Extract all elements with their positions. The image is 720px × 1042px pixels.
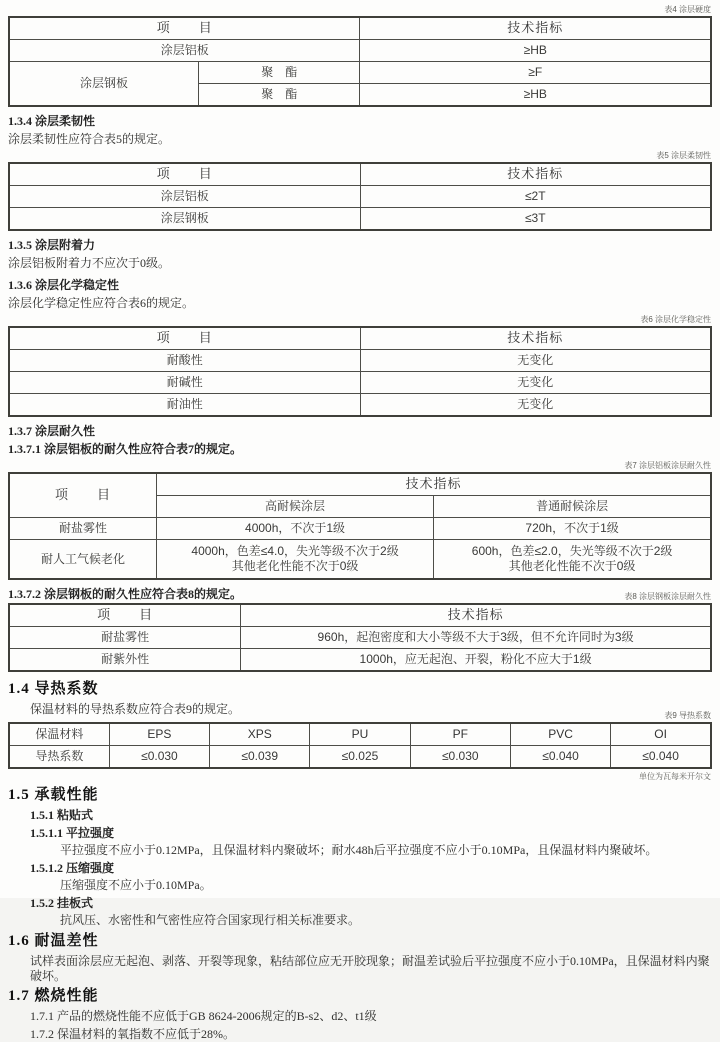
section-1-6-body: 试样表面涂层应无起泡、剥落、开裂等现象，粘结部位应无开胶现象；耐温差试验后平拉强度不应小于0.10MPa，且保温材料内聚破坏。 (30, 954, 710, 983)
section-1-5-1-2-heading: 1.5.1.2 压缩强度 (30, 861, 115, 875)
table6-caption: 表6 涂层化学稳定性 (640, 315, 711, 324)
table7-salt-high: 4000h，不次于1级 (156, 518, 433, 540)
table4-steel-sub2-value: ≥HB (360, 84, 711, 107)
table-row (9, 394, 711, 417)
table9-header-eps: EPS (109, 723, 209, 746)
table6-chemical-stability (8, 326, 712, 417)
table-row (9, 17, 711, 40)
table9-header-oi: OI (611, 723, 711, 746)
table-row (9, 186, 711, 208)
table8-row1-label: 耐盐雾性 (9, 627, 241, 649)
table4-steel-sub1-value: ≥F (360, 62, 711, 84)
table7-subheader-normal: 普通耐候涂层 (434, 496, 711, 518)
table9-header-pf: PF (410, 723, 510, 746)
section-1-5-1-heading: 1.5.1 粘贴式 (30, 808, 94, 822)
table-row (9, 327, 711, 350)
table5-header-item: 项 目 (9, 163, 360, 186)
table7-aging-high-line1: 4000h，色差≤4.0，失光等级不次于2级 (191, 544, 399, 558)
table9-caption: 表9 导热系数 (664, 711, 711, 720)
table-row (9, 540, 711, 580)
table5-row1-label: 涂层铝板 (9, 186, 360, 208)
section-1-5-1-1-body: 平拉强度不应小于0.12MPa，且保温材料内聚破坏；耐水48h后平拉强度不应小于0.10MPa，且保温材料内聚破坏。 (60, 843, 658, 857)
table9-header-pu: PU (310, 723, 410, 746)
table-row (9, 723, 711, 746)
table4-steel-sub1-label: 聚 酯 (199, 62, 360, 84)
section-1-7-item1: 1.7.1 产品的燃烧性能不应低于GB 8624-2006规定的B-s2、d2、t1级 (30, 1009, 377, 1023)
section-1-6-heading: 1.6 耐温差性 (8, 933, 99, 949)
section-1-3-5-heading: 1.3.5 涂层附着力 (8, 238, 96, 252)
table-row (9, 649, 711, 672)
table-row (9, 627, 711, 649)
table6-row3-label: 耐油性 (9, 394, 360, 417)
table9-value-pu: ≤0.025 (310, 746, 410, 769)
table8-caption: 表8 涂层钢板涂层耐久性 (624, 592, 711, 601)
section-1-7-item2: 1.7.2 保温材料的氧指数不应低于28%。 (30, 1027, 235, 1041)
table5-row1-value: ≤2T (360, 186, 711, 208)
table9-value-pf: ≤0.030 (410, 746, 510, 769)
section-1-3-6-body: 涂层化学稳定性应符合表6的规定。 (8, 296, 195, 310)
table9-value-label: 导热系数 (9, 746, 109, 769)
table6-row1-value: 无变化 (360, 350, 711, 372)
table7-aging-high-line2: 其他老化性能不次于0级 (231, 559, 359, 573)
table9-header-material: 保温材料 (9, 723, 109, 746)
table9-value-oi: ≤0.040 (611, 746, 711, 769)
table9-header-pvc: PVC (510, 723, 610, 746)
table6-row2-label: 耐碱性 (9, 372, 360, 394)
table8-header-item: 项 目 (9, 604, 241, 627)
table-row (9, 604, 711, 627)
table-row (9, 62, 711, 84)
table6-header-item: 项 目 (9, 327, 360, 350)
table5-caption: 表5 涂层柔韧性 (656, 151, 711, 160)
table-row (9, 208, 711, 231)
table4-coating-hardness (8, 16, 712, 107)
section-1-4-heading: 1.4 导热系数 (8, 681, 99, 697)
table4-aluminum-label: 涂层铝板 (9, 40, 360, 62)
table4-aluminum-value: ≥HB (360, 40, 711, 62)
table6-row2-value: 无变化 (360, 372, 711, 394)
table-row (9, 350, 711, 372)
table4-steel-label: 涂层钢板 (9, 62, 199, 107)
table9-header-xps: XPS (210, 723, 310, 746)
table-row (9, 372, 711, 394)
section-1-7-heading: 1.7 燃烧性能 (8, 988, 99, 1004)
table9-thermal-conductivity (8, 722, 712, 769)
section-1-5-2-body: 抗风压、水密性和气密性应符合国家现行相关标准要求。 (60, 913, 361, 927)
table-row (9, 40, 711, 62)
table-row (9, 746, 711, 769)
table7-caption: 表7 涂层铝板涂层耐久性 (624, 461, 711, 470)
section-1-5-2-heading: 1.5.2 挂板式 (30, 896, 94, 910)
table7-aluminum-durability (8, 472, 712, 580)
table-row (9, 518, 711, 540)
table4-header-indicator: 技术指标 (360, 17, 711, 40)
table4-header-item: 项 目 (9, 17, 360, 40)
section-1-5-heading: 1.5 承载性能 (8, 787, 99, 803)
table7-aging-label: 耐人工气候老化 (9, 540, 156, 580)
table-row (9, 473, 711, 496)
table4-caption: 表4 涂层硬度 (664, 5, 711, 14)
table8-row1-value: 960h，起泡密度和大小等级不大于3级，但不允许同时为3级 (241, 627, 711, 649)
table8-header-indicator: 技术指标 (241, 604, 711, 627)
table9-value-pvc: ≤0.040 (510, 746, 610, 769)
section-1-3-5-body: 涂层铝板附着力不应次于0级。 (8, 256, 171, 270)
section-1-5-1-2-body: 压缩强度不应小于0.10MPa。 (60, 878, 212, 892)
table6-row1-label: 耐酸性 (9, 350, 360, 372)
table5-row2-value: ≤3T (360, 208, 711, 231)
section-1-3-6-heading: 1.3.6 涂层化学稳定性 (8, 278, 120, 292)
table9-value-eps: ≤0.030 (109, 746, 209, 769)
table9-value-xps: ≤0.039 (210, 746, 310, 769)
table7-subheader-high: 高耐候涂层 (156, 496, 433, 518)
table9-unit-note: 单位为瓦每米开尔文 (639, 772, 711, 781)
table7-salt-label: 耐盐雾性 (9, 518, 156, 540)
table8-steel-durability (8, 603, 712, 672)
section-1-4-body: 保温材料的导热系数应符合表9的规定。 (30, 702, 241, 716)
table6-row3-value: 无变化 (360, 394, 711, 417)
section-1-3-7-heading: 1.3.7 涂层耐久性 (8, 424, 96, 438)
section-1-3-7-1-heading: 1.3.7.1 涂层铝板的耐久性应符合表7的规定。 (8, 442, 243, 456)
section-1-3-4-heading: 1.3.4 涂层柔韧性 (8, 114, 96, 128)
section-1-5-1-1-heading: 1.5.1.1 平拉强度 (30, 826, 115, 840)
table5-header-indicator: 技术指标 (360, 163, 711, 186)
table6-header-indicator: 技术指标 (360, 327, 711, 350)
table4-steel-sub2-label: 聚 酯 (199, 84, 360, 107)
table5-row2-label: 涂层钢板 (9, 208, 360, 231)
table7-aging-normal-line2: 其他老化性能不次于0级 (508, 559, 636, 573)
section-1-3-4-body: 涂层柔韧性应符合表5的规定。 (8, 132, 171, 146)
table7-aging-normal (434, 540, 711, 580)
table8-row2-value: 1000h，应无起泡、开裂，粉化不应大于1级 (241, 649, 711, 672)
section-1-3-7-2-heading: 1.3.7.2 涂层钢板的耐久性应符合表8的规定。 (8, 587, 243, 601)
table7-header-item: 项 目 (9, 473, 156, 518)
table7-header-indicator: 技术指标 (156, 473, 711, 496)
table7-aging-normal-line1: 600h，色差≤2.0，失光等级不次于2级 (471, 544, 673, 558)
table7-salt-normal: 720h，不次于1级 (434, 518, 711, 540)
table7-aging-high (156, 540, 433, 580)
table8-row2-label: 耐紫外性 (9, 649, 241, 672)
table-row (9, 163, 711, 186)
table5-coating-flexibility (8, 162, 712, 231)
